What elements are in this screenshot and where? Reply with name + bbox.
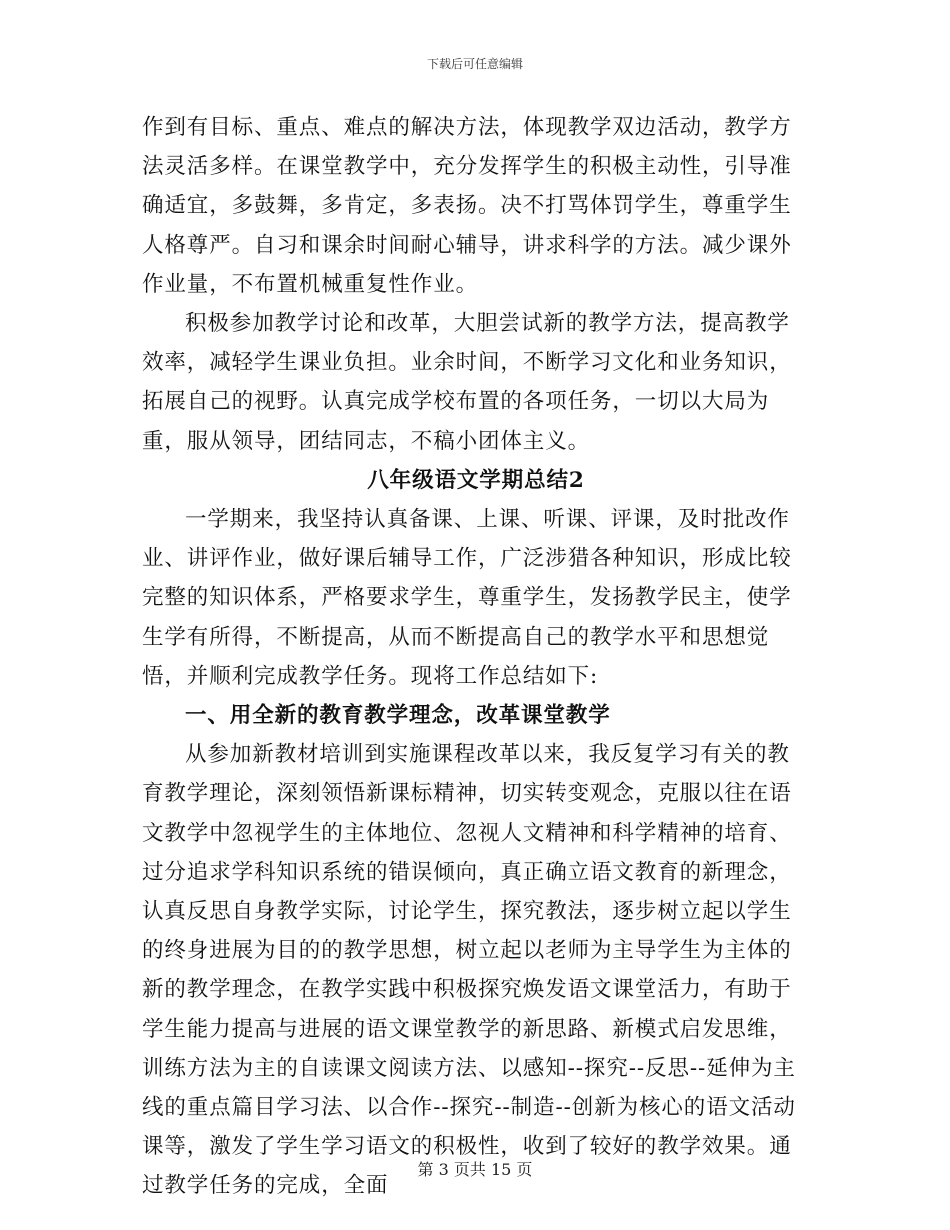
section-title: 八年级语文学期总结2: [367, 467, 585, 493]
paragraph-2: 积极参加教学讨论和改革，大胆尝试新的教学方法，提高教学效率，减轻学生课业负担。业余时间，不断学习文化和业务知识，拓展自己的视野。认真完成学校布置的各项任务，一切以大局为重，服从领导，团结同志，不稿小团体主义。: [142, 311, 792, 454]
section-heading-1: 一、用全新的教育教学理念，改革课堂教学: [185, 703, 611, 729]
paragraph-4: 从参加新教材培训到实施课程改革以来，我反复学习有关的教育教学理论，深刻领悟新课标精神，切实转变观念，克服以往在语文教学中忽视学生的主体地位、忽视人文精神和科学精神的培育、过分追求学科知识系统的错误倾向，真正确立语文教育的新理念，认真反思自身教学实际，讨论学生，探究教法，逐步树立起以学生的终身进展为目的的教学思想，树立起以老师为主导学生为主体的新的教学理念，在教学实践中积极探究焕发语文课堂活力，有助于学生能力提高与进展的语文课堂教学的新思路、新模式启发思维，训练方法为主的自读课文阅读方法、以感知--探究--反思--延伸为主线的重点篇目学习法、以合作--探究--制造--创新为核心的语文活动课等，激发了学生学习语文的积极性，收到了较好的教学效果。通过教学任务的完成，全面: [142, 742, 796, 1199]
page-header: 下载后可任意编辑: [426, 57, 523, 71]
paragraph-3: 一学期来，我坚持认真备课、上课、听课、评课，及时批改作业、讲评作业，做好课后辅导工作，广泛涉猎各种知识，形成比较完整的知识体系，严格要求学生，尊重学生，发扬教学民主，使学生学有所得，不断提高，从而不断提高自己的教学水平和思想觉悟，并顺利完成教学任务。现将工作总结如下:: [142, 507, 792, 689]
document-body: [142, 108, 810, 1206]
page-footer: 第 3 页共 15 页: [417, 1160, 533, 1179]
paragraph-1: 作到有目标、重点、难点的解决方法，体现教学双边活动，教学方法灵活多样。在课堂教学中，充分发挥学生的积极主动性，引导准确适宜，多鼓舞，多肯定，多表扬。决不打骂体罚学生，尊重学生人格尊严。自习和课余时间耐心辅导，讲求科学的方法。减少课外作业量，不布置机械重复性作业。: [142, 115, 792, 297]
